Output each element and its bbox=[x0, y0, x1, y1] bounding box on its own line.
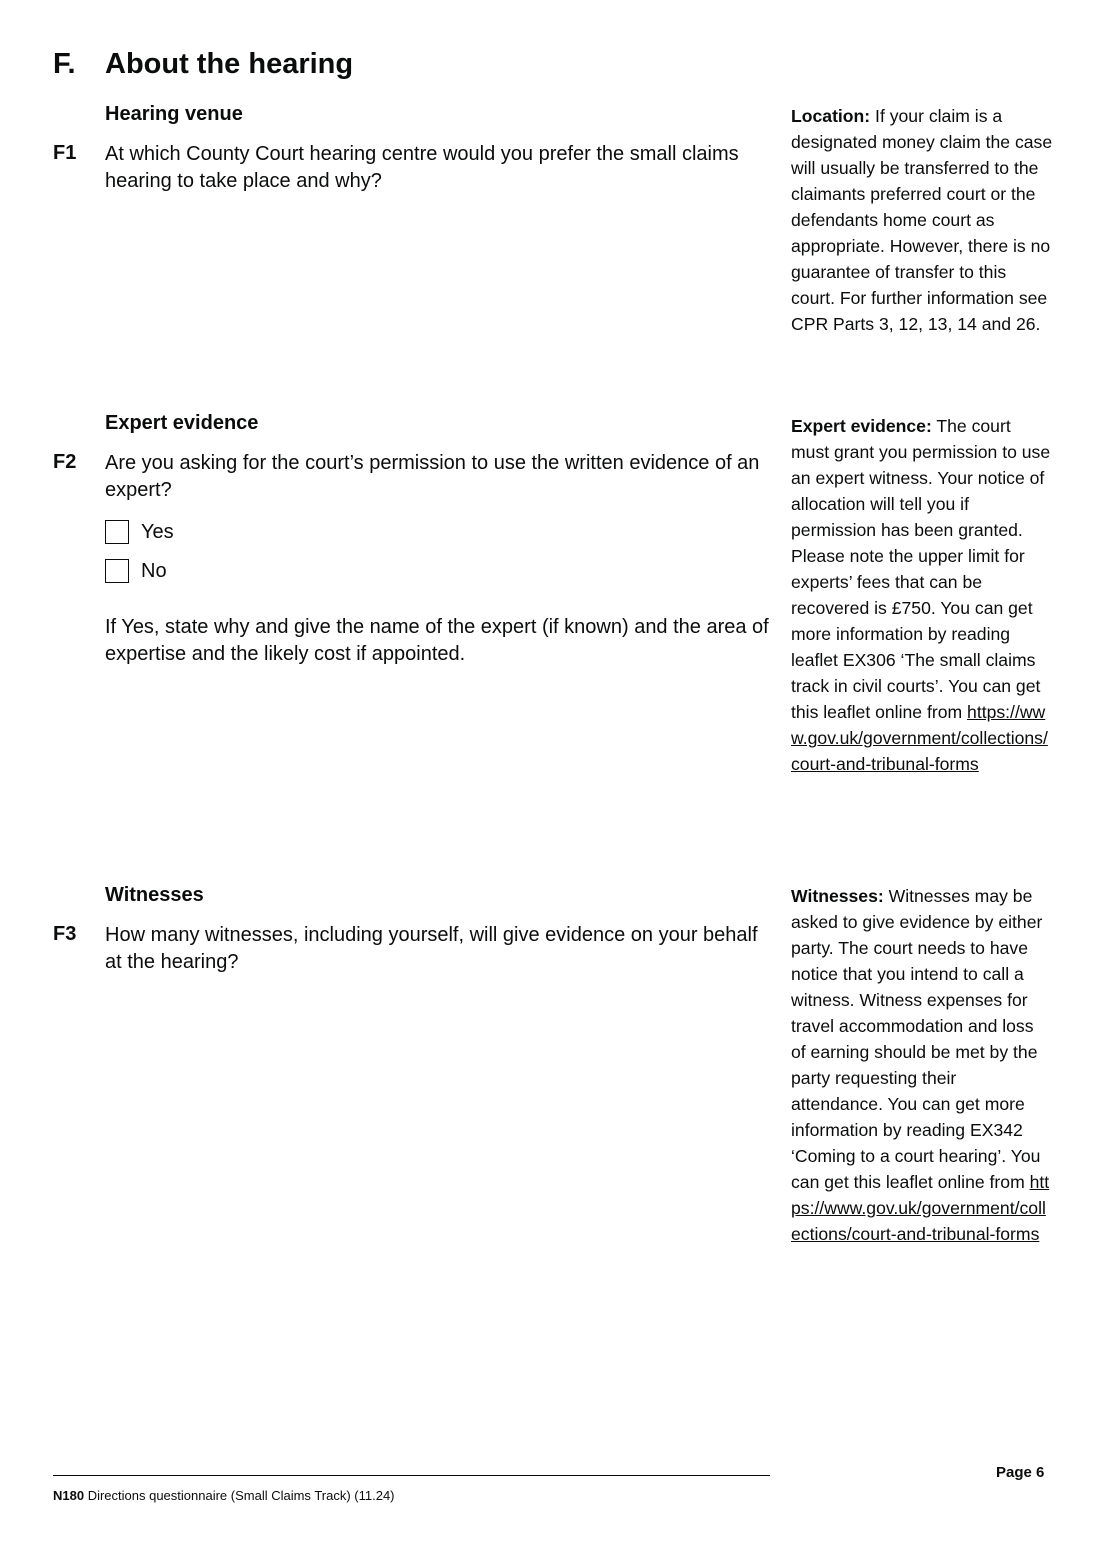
f2-option-no[interactable] bbox=[105, 559, 167, 583]
f2-forms-link[interactable]: https://www.gov.uk/government/collections/court-and-tribunal-forms bbox=[791, 702, 1048, 774]
f1-note-text: If your claim is a designated money claim the case will usually be transferred to the claimants preferred court or the defendants home court as appropriate. However, there is no guarantee of transfer to this court. For further information see CPR Parts 3, 12, 13, 14 and 26. bbox=[791, 106, 1053, 334]
f2-guidance-note bbox=[791, 413, 1053, 777]
section-title: About the hearing bbox=[105, 48, 354, 80]
form-code: N180 bbox=[53, 1488, 85, 1503]
f2-option-yes[interactable] bbox=[105, 520, 174, 544]
f1-note-title: Location: bbox=[791, 106, 871, 126]
f1-subheading: Hearing venue bbox=[105, 103, 243, 125]
footer-form-info bbox=[53, 1488, 395, 1503]
f3-number: F3 bbox=[53, 923, 77, 945]
f3-guidance-note bbox=[791, 883, 1053, 1247]
f2-note-text: The court must grant you permission to use an expert witness. Your notice of allocation will tell you if permission has been granted. Please note the upper limit for experts’ fees that can be recovered is £750. You can get more information by reading leaflet EX306 ‘The small claims track in civil courts’. You can get this leaflet online from bbox=[791, 416, 1051, 722]
f1-guidance-note bbox=[791, 103, 1053, 337]
f2-subheading: Expert evidence bbox=[105, 412, 259, 434]
form-name: Directions questionnaire (Small Claims Track) (11.24) bbox=[84, 1488, 395, 1503]
f3-note-title: Witnesses: bbox=[791, 886, 884, 906]
f1-question: At which County Court hearing centre would you prefer the small claims hearing to take place and why? bbox=[105, 143, 739, 192]
page-number: Page 6 bbox=[996, 1464, 1045, 1481]
f3-subheading: Witnesses bbox=[105, 884, 204, 906]
f2-number: F2 bbox=[53, 451, 77, 473]
f2-question: Are you asking for the court’s permission to use the written evidence of an expert? bbox=[105, 452, 760, 501]
footer-rule bbox=[53, 1475, 770, 1476]
yes-checkbox[interactable] bbox=[105, 520, 129, 544]
f3-note-text: Witnesses may be asked to give evidence by either party. The court needs to have notice that you intend to call a witness. Witness expenses for travel accommodation and loss of earning should be met by the party requesting their attendance. You can get more information by reading EX342 ‘Coming to a court hearing’. You can get this leaflet online from bbox=[791, 886, 1043, 1192]
f3-question: How many witnesses, including yourself, will give evidence on your behalf at the hearing? bbox=[105, 924, 758, 973]
section-letter: F. bbox=[53, 48, 76, 80]
no-checkbox[interactable] bbox=[105, 559, 129, 583]
f1-number: F1 bbox=[53, 142, 77, 164]
yes-label: Yes bbox=[141, 520, 174, 543]
no-label: No bbox=[141, 559, 167, 582]
f2-follow-up: If Yes, state why and give the name of the expert (if known) and the area of expertise and the likely cost if appointed. bbox=[105, 616, 769, 665]
f2-note-title: Expert evidence: bbox=[791, 416, 932, 436]
f3-forms-link[interactable]: https://www.gov.uk/government/collections/court-and-tribunal-forms bbox=[791, 1172, 1050, 1244]
